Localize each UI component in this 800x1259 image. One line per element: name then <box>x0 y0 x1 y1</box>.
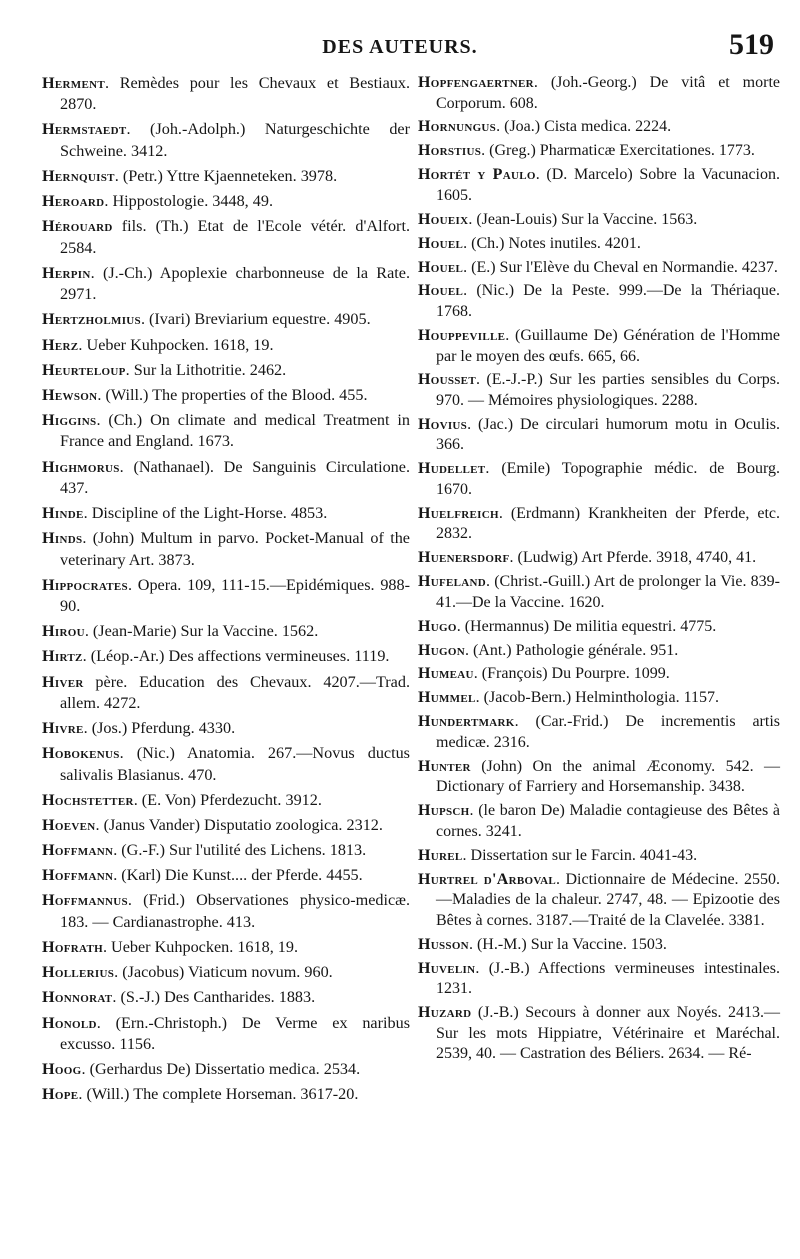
author-name: Hochstetter <box>42 790 134 809</box>
entry-text: . Sur la Lithotritie. 2462. <box>125 360 287 379</box>
index-entry <box>418 258 780 279</box>
entry-text: . Dissertation sur le Farcin. 4041-43. <box>462 846 698 864</box>
index-entry <box>42 503 410 524</box>
entry-text: . (J.-B.) Affections vermineuses intestinales. 1231. <box>436 959 780 998</box>
index-entry <box>42 718 410 739</box>
index-entry <box>42 621 410 642</box>
author-name: Hippocrates <box>42 575 128 594</box>
entry-text: (John) On the animal Æconomy. 542. — Dictionary of Farriery and Horsemanship. 3438. <box>436 757 780 796</box>
entry-text: . (Joh.-Georg.) De vitâ et morte Corporum. 608. <box>436 74 780 112</box>
index-entry <box>418 664 780 685</box>
index-entry <box>418 459 780 500</box>
entry-text: . (Joa.) Cista medica. 2224. <box>496 118 672 136</box>
index-entry <box>418 846 780 867</box>
entry-text: . (J.-Ch.) Apoplexie charbonneuse de la Rate. 2971. <box>60 263 410 304</box>
author-name: Hinde <box>42 504 84 523</box>
author-name: Hernquist <box>42 166 115 185</box>
index-entry <box>42 672 410 715</box>
author-name: Humeau <box>418 665 474 683</box>
index-entry <box>42 410 410 453</box>
author-name: Hoeven <box>42 815 96 834</box>
running-title: DES AUTEURS. <box>322 36 478 58</box>
index-entry <box>418 1003 780 1065</box>
author-name: Herz <box>42 335 79 354</box>
author-name: Honnorat <box>42 988 113 1007</box>
index-entry <box>418 141 780 162</box>
index-entry <box>42 987 410 1008</box>
entry-text: . (Will.) The complete Horseman. 3617-20. <box>78 1085 359 1104</box>
author-name: Husson <box>418 935 469 953</box>
author-name: Hoffmannus <box>42 891 128 910</box>
author-name: Hufeland <box>418 573 487 591</box>
entry-text: . (Frid.) Observationes physico-medicæ. 183. — Cardianastrophe. 413. <box>60 891 410 931</box>
index-entry <box>418 117 780 138</box>
entry-text: . (Will.) The properties of the Blood. 455. <box>97 385 368 404</box>
entry-text: . Remèdes pour les Chevaux et Bestiaux. 2870. <box>60 74 410 114</box>
author-name: Hugon <box>418 641 465 659</box>
entry-text: . (John) Multum in parvo. Pocket-Manual of the veterinary Art. 3873. <box>60 529 410 569</box>
author-name: Higgins <box>42 411 97 430</box>
author-name: Hope <box>42 1085 79 1104</box>
author-name: Houppeville <box>418 326 506 344</box>
entry-text: . (Ant.) Pathologie générale. 951. <box>464 641 679 659</box>
index-entry <box>418 572 780 613</box>
author-name: Hollerius <box>42 963 115 982</box>
index-entry <box>418 370 780 411</box>
author-name: Hurtrel d'Arboval <box>418 870 557 888</box>
author-name: Houeix <box>418 210 469 228</box>
index-entry <box>418 688 780 709</box>
author-name: Houel <box>418 282 464 300</box>
index-entry <box>418 234 780 255</box>
author-name: Hivre <box>42 719 84 738</box>
author-name: Heroard <box>42 192 105 211</box>
entry-text: . (Emile) Topographie médic. de Bourg. 1670. <box>436 460 780 498</box>
entry-text: . (Jacob-Bern.) Helminthologia. 1157. <box>475 689 719 707</box>
entry-text: . (Hermannus) De militia equestri. 4775. <box>456 617 717 635</box>
entry-text: . (Jos.) Pferdung. 4330. <box>83 719 236 738</box>
index-entry <box>418 617 780 638</box>
entry-text: . (S.-J.) Des Cantharides. 1883. <box>112 988 316 1007</box>
author-name: Houel <box>418 258 464 276</box>
entry-text: . (G.-F.) Sur l'utilité des Lichens. 1813. <box>113 841 367 860</box>
author-name: Hovius <box>418 415 468 433</box>
index-entry <box>42 1013 410 1056</box>
entry-text: . (Ern.-Christoph.) De Verme ex naribus excusso. 1156. <box>60 1013 410 1053</box>
author-name: Hurel <box>418 846 463 864</box>
entry-text: . (Gerhardus De) Dissertatio medica. 2534. <box>81 1060 361 1078</box>
author-name: Hudellet <box>418 460 486 478</box>
entry-text: . (Janus Vander) Disputatio zoologica. 2312. <box>95 815 383 834</box>
page-number: 519 <box>729 28 774 61</box>
author-name: Hobokenus <box>42 744 120 763</box>
author-name: Houel <box>418 234 464 252</box>
index-entry <box>42 1084 410 1105</box>
index-entry <box>42 73 410 116</box>
entry-text: . (Nic.) De la Peste. 999.—De la Thériaque. 1768. <box>436 282 780 321</box>
entry-text: . (Ivari) Breviarium equestre. 4905. <box>140 310 371 329</box>
index-entry <box>42 216 410 259</box>
author-name: Hermstaedt <box>42 120 127 139</box>
index-entry <box>418 281 780 322</box>
author-name: Hewson <box>42 385 98 404</box>
author-name: Herpin <box>42 263 91 282</box>
author-name: Hirou <box>42 622 85 641</box>
index-column-right <box>418 73 780 1068</box>
entry-text: . (Ch.) On climate and medical Treatment in France and England. 1673. <box>60 411 410 451</box>
index-entry <box>42 119 410 162</box>
index-entry <box>42 962 410 983</box>
index-entry <box>42 840 410 861</box>
index-entry <box>418 641 780 662</box>
entry-text: . (Greg.) Pharmaticæ Exercitationes. 1773. <box>481 142 755 160</box>
author-name: Huvelin <box>418 959 476 977</box>
entry-text: . (H.-M.) Sur la Vaccine. 1503. <box>468 935 667 953</box>
entry-text: . Hippostologie. 3448, 49. <box>104 192 273 211</box>
entry-text: . Opera. 109, 111-15.—Epidémiques. 988-90. <box>60 575 410 615</box>
author-name: Hoog <box>42 1060 82 1078</box>
index-entry <box>418 326 780 367</box>
entry-text: (J.-B.) Secours à donner aux Noyés. 2413.—Sur les mots Hippiatre, Vétérinaire et Maréchal. 2539, 40. — Castration des Béliers. 2634. — Ré- <box>436 1004 780 1063</box>
author-name: Hiver <box>42 672 84 691</box>
entry-text: . (Jean-Louis) Sur la Vaccine. 1563. <box>468 210 698 228</box>
entry-text: . (E. Von) Pferdezucht. 3912. <box>133 790 322 809</box>
author-name: Highmorus <box>42 457 120 476</box>
index-entry <box>418 870 780 932</box>
index-entry <box>42 937 410 958</box>
index-entry <box>418 73 780 114</box>
index-entry <box>418 712 780 753</box>
author-name: Hortét y Paulo <box>418 166 536 184</box>
index-column-left <box>42 73 410 1109</box>
author-name: Hirtz <box>42 647 83 666</box>
entry-text: . Discipline of the Light-Horse. 4853. <box>83 504 328 523</box>
index-entry <box>418 801 780 842</box>
author-name: Hérouard <box>42 217 113 236</box>
entry-text: . (Jean-Marie) Sur la Vaccine. 1562. <box>84 622 319 641</box>
index-entry <box>418 415 780 456</box>
author-name: Hoffmann <box>42 866 114 885</box>
author-name: Hundertmark <box>418 713 515 731</box>
index-entry <box>418 757 780 798</box>
index-entry <box>42 360 410 381</box>
index-entry <box>42 575 410 618</box>
author-name: Huelfreich <box>418 504 499 522</box>
index-entry <box>42 457 410 500</box>
entry-text: . (Jacobus) Viaticum novum. 960. <box>114 963 333 982</box>
entry-text: . (Erdmann) Krankheiten der Pferde, etc. 2832. <box>436 504 780 543</box>
author-name: Heurteloup <box>42 360 126 379</box>
index-entry <box>42 263 410 306</box>
entry-text: . (Ludwig) Art Pferde. 3918, 4740, 41. <box>509 549 757 567</box>
index-entry <box>42 385 410 406</box>
author-name: Huenersdorf <box>418 549 510 567</box>
index-entry <box>42 1059 410 1080</box>
entry-text: fils. (Th.) Etat de l'Ecole vétér. d'Alfort. 2584. <box>60 217 410 257</box>
index-entry <box>42 890 410 933</box>
author-name: Hopfengaertner <box>418 74 534 91</box>
author-name: Huzard <box>418 1004 472 1022</box>
author-name: Hugo <box>418 617 457 635</box>
index-entry <box>42 309 410 330</box>
index-entry <box>42 528 410 571</box>
entry-text: . (Petr.) Yttre Kjaenneteken. 3978. <box>114 166 338 185</box>
author-name: Hummel <box>418 689 476 707</box>
index-entry <box>418 548 780 569</box>
index-entry <box>42 191 410 212</box>
author-name: Housset <box>418 371 476 389</box>
entry-text: . (Car.-Frid.) De incrementis artis medicæ. 2316. <box>436 713 780 751</box>
entry-text: . (François) Du Pourpre. 1099. <box>473 665 670 683</box>
index-entry <box>42 815 410 836</box>
entry-text: . (Joh.-Adolph.) Naturgeschichte der Schweine. 3412. <box>60 120 410 160</box>
author-name: Hoffmann <box>42 841 114 860</box>
author-name: Honold <box>42 1013 97 1032</box>
entry-text: . (Karl) Die Kunst.... der Pferde. 4455. <box>113 866 363 885</box>
entry-text: . (le baron De) Maladie contagieuse des Bêtes à cornes. 3241. <box>436 802 780 840</box>
index-entry <box>418 504 780 545</box>
index-entry <box>42 646 410 667</box>
index-entry <box>42 790 410 811</box>
author-name: Hornungus <box>418 118 497 136</box>
entry-text: . (D. Marcelo) Sobre la Vacunacion. 1605. <box>436 166 780 204</box>
author-name: Hinds <box>42 529 83 548</box>
author-name: Horstius <box>418 142 482 160</box>
index-entry <box>42 166 410 187</box>
entry-text: . (Jac.) De circulari humorum motu in Oculis. 366. <box>436 415 780 454</box>
entry-text: . (Guillaume De) Génération de l'Homme par le moyen des œufs. 665, 66. <box>436 326 780 365</box>
author-name: Hunter <box>418 757 471 775</box>
index-entry <box>418 210 780 231</box>
index-entry <box>42 865 410 886</box>
entry-text: . (Nic.) Anatomia. 267.—Novus ductus salivalis Blasianus. 470. <box>60 744 410 784</box>
index-entry <box>42 335 410 356</box>
entry-text: . Dictionnaire de Médecine. 2550.—Maladies de la chaleur. 2747, 48. — Epizootie des Bêtes à cornes. 3187.—Traité de la Clavelée. 3381. <box>436 870 780 929</box>
author-name: Hupsch <box>418 802 470 820</box>
index-entry <box>418 959 780 1000</box>
entry-text: . (Ch.) Notes inutiles. 4201. <box>463 234 641 252</box>
index-entry <box>418 935 780 956</box>
author-name: Hertzholmius <box>42 310 141 329</box>
index-entry <box>42 743 410 786</box>
entry-text: . (E.-J.-P.) Sur les parties sensibles du Corps. 970. — Mémoires physiologiques. 2288. <box>436 371 780 409</box>
entry-text: . (Nathanael). De Sanguinis Circulatione. 437. <box>60 457 410 497</box>
entry-text: . (Christ.-Guill.) Art de prolonger la Vie. 839-41.—De la Vaccine. 1620. <box>436 573 780 611</box>
index-entry <box>418 165 780 206</box>
author-name: Hofrath <box>42 937 103 956</box>
entry-text: père. Education des Chevaux. 4207.—Trad. allem. 4272. <box>60 672 410 712</box>
entry-text: . Ueber Kuhpocken. 1618, 19. <box>102 937 299 956</box>
entry-text: . (E.) Sur l'Elève du Cheval en Normandie. 4237. <box>463 258 778 276</box>
entry-text: . (Léop.-Ar.) Des affections vermineuses. 1119. <box>82 647 390 666</box>
author-name: Herment <box>42 74 105 92</box>
entry-text: . Ueber Kuhpocken. 1618, 19. <box>78 335 274 354</box>
